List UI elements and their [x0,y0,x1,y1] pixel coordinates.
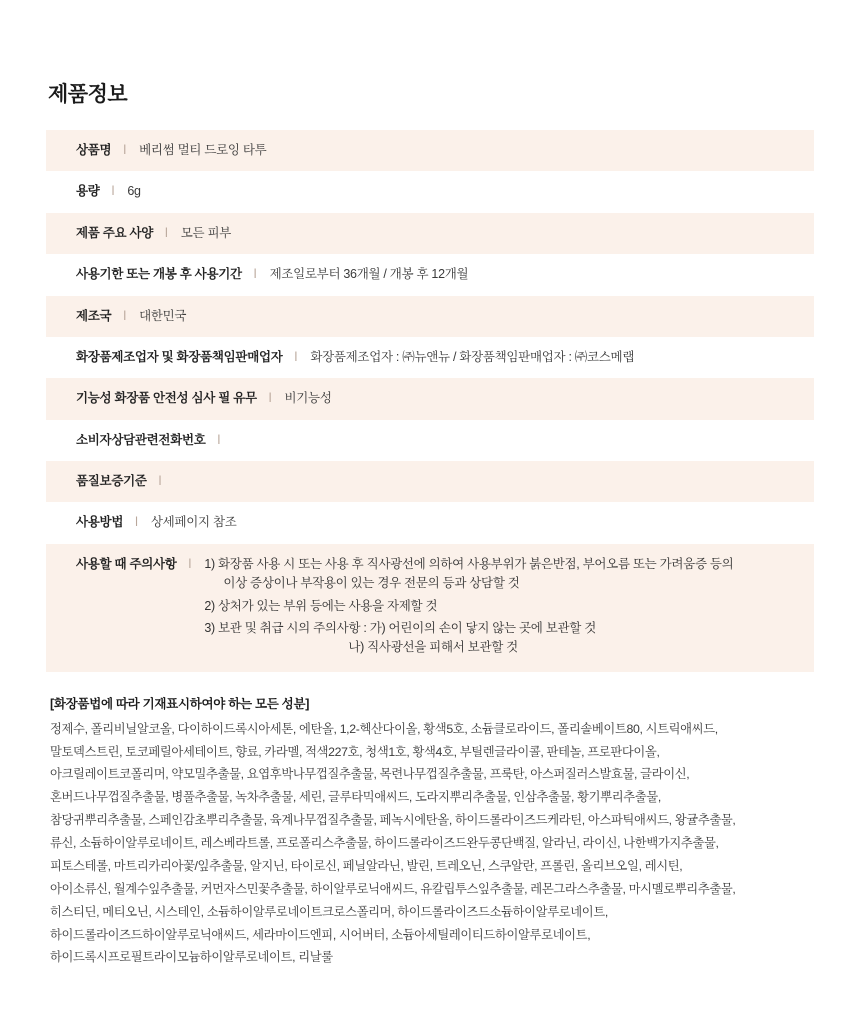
row-value: 비기능성 [284,391,332,406]
row-separator: l [158,474,162,488]
row-separator: l [268,391,272,406]
table-cell [46,420,814,461]
row-label: 사용기한 또는 개봉 후 사용기간 [76,267,242,282]
table-cell [46,502,814,543]
caution-text: 1) 화장품 사용 시 또는 사용 후 직사광선에 의하여 사용부위가 붉은반점, 부어오름 또는 가려움증 등의 [204,556,734,571]
row-label: 기능성 화장품 안전성 심사 필 유무 [76,391,257,406]
row-separator: l [123,308,127,323]
table-cell [46,213,814,254]
table-row [46,254,814,295]
ingredients-line: 혼버드나무껍질추출물, 병풀추출물, 녹차추출물, 세린, 글루타믹애씨드, 도라지뿌리추출물, 인삼추출물, 황기뿌리추출물, [50,790,661,805]
ingredients-line: 정제수, 폴리비닐알코올, 다이하이드록시아세톤, 에탄올, 1,2-헥산다이올, 황색5호, 소듐클로라이드, 폴리솔베이트80, 시트릭애씨드, [50,721,718,736]
product-info-table [46,130,814,672]
row-value: 상세페이지 참조 [150,515,237,530]
row-separator: l [111,184,115,199]
ingredients-line: 류신, 소듐하이알루로네이트, 레스베라트롤, 프로폴리스추출물, 하이드롤라이즈드완두콩단백질, 알라닌, 라이신, 나한백가지추출물, [50,836,719,850]
table-row [46,213,814,254]
row-separator: l [253,267,257,282]
table-cell [46,171,814,212]
row-value: 제조일로부터 36개월 / 개봉 후 12개월 [269,267,469,282]
list-item [204,555,733,594]
row-label: 소비자상담관련전화번호 [76,432,206,447]
ingredients-section [46,694,814,970]
ingredients-line: 아이소류신, 월계수잎추출물, 커먼자스민꽃추출물, 하이알루로닉애씨드, 유칼립투스잎추출물, 레몬그라스추출물, 마시멜로뿌리추출물, [50,881,736,896]
ingredients-line: 아크릴레이트코폴리머, 약모밀추출물, 요엽후박나무껍질추출물, 목련나무껍질추출물, 프룩탄, 아스퍼질러스발효물, 글라이신, [50,767,690,782]
row-label: 제품 주요 사양 [76,225,153,240]
table-row [46,502,814,543]
row-label: 용량 [76,184,100,199]
table-row-caution [46,544,814,672]
row-value: 6g [127,184,141,199]
table-cell [46,130,814,171]
row-separator: l [217,432,221,447]
row-separator: l [165,225,168,240]
row-separator: l [135,515,138,530]
row-value: 모든 피부 [180,225,232,240]
table-cell [46,378,814,419]
ingredients-body [50,719,810,970]
table-cell [46,461,814,502]
caution-text: 3) 보관 및 취급 시의 주의사항 : 가) 어린이의 손이 닿지 않는 곳에 보관할 것 [204,620,597,635]
product-info-table-body [46,130,814,672]
row-label: 사용방법 [76,515,124,530]
table-row [46,337,814,378]
ingredients-line: 참당귀뿌리추출물, 스페인감초뿌리추출물, 육계나무껍질추출물, 페녹시에탄올, 하이드롤라이즈드케라틴, 아스파틱애씨드, 왕귤추출물, [50,813,736,828]
caution-list [204,555,733,661]
list-item [204,619,733,658]
table-cell [46,544,814,672]
row-label: 제조국 [76,308,112,323]
ingredients-line: 하이드록시프로필트라이모늄하이알루로네이트, 리날룰 [50,950,333,965]
row-value: 베리썸 멀티 드로잉 타투 [139,143,267,157]
table-cell [46,254,814,295]
list-item [204,597,733,616]
row-value: 화장품제조업자 : ㈜뉴앤뉴 / 화장품책임판매업자 : ㈜코스메랩 [310,349,635,364]
ingredients-line: 하이드롤라이즈드하이알루로닉애씨드, 세라마이드엔피, 시어버터, 소듐아세틸레이티드하이알루로네이트, [50,927,591,942]
row-label: 사용할 때 주의사항 [76,556,177,571]
caution-text-continued: 이상 증상이나 부작용이 있는 경우 전문의 등과 상담할 것 [223,576,520,591]
ingredients-line: 말토덱스트린, 토코페릴아세테이트, 향료, 카라멜, 적색227호, 청색1호, 황색4호, 부틸렌글라이콜, 판테놀, 프로판다이올, [50,744,660,759]
page-title: 제품정보 [48,83,128,106]
table-row [46,130,814,171]
ingredients-title: [화장품법에 따라 기재표시하여야 하는 모든 성분] [50,696,310,711]
table-row [46,171,814,212]
row-label: 상품명 [76,143,112,157]
table-cell [46,296,814,337]
table-cell [46,337,814,378]
row-separator: l [123,143,127,157]
table-row [46,296,814,337]
row-label: 품질보증기준 [76,474,147,488]
table-row [46,461,814,502]
ingredients-line: 피토스테롤, 마트리카리아꽃/잎추출물, 알지닌, 타이로신, 페닐알라닌, 발린, 트레오닌, 스쿠알란, 프롤린, 올리브오일, 레시틴, [50,858,683,873]
row-label: 화장품제조업자 및 화장품책임판매업자 [76,349,283,364]
row-value: 대한민국 [139,308,187,323]
row-separator: l [294,349,298,364]
ingredients-line: 히스티딘, 메티오닌, 시스테인, 소듐하이알루로네이트크로스폴리머, 하이드롤라이즈드소듐하이알루로네이트, [50,904,608,919]
caution-text-continued: 나) 직사광선을 피해서 보관할 것 [348,640,518,655]
table-row [46,420,814,461]
caution-text: 2) 상처가 있는 부위 등에는 사용을 자제할 것 [204,598,438,613]
row-separator: l [188,556,192,571]
table-row [46,378,814,419]
